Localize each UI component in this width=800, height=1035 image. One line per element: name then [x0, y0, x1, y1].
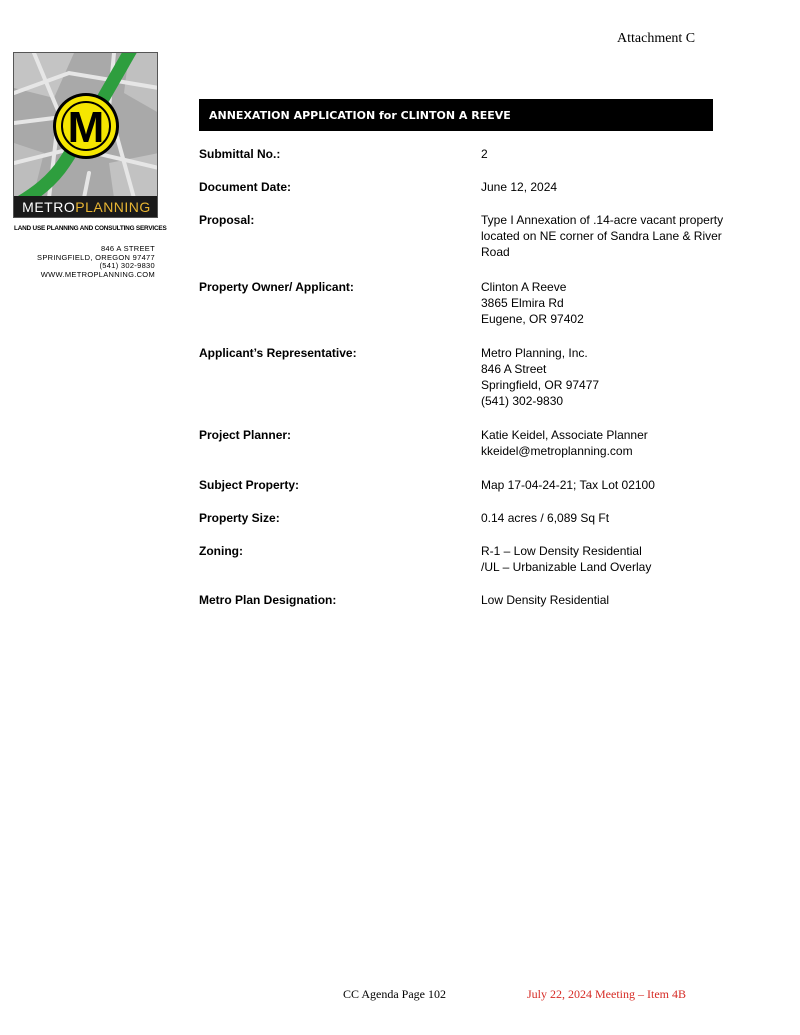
logo-word-right: PLANNING — [75, 198, 151, 215]
value-line: Clinton A Reeve — [481, 280, 567, 294]
address-line: SPRINGFIELD, OREGON 97477 — [37, 252, 155, 262]
field-value — [481, 212, 731, 260]
field-label: Metro Plan Designation: — [199, 593, 337, 607]
value-line: Map 17-04-24-21; Tax Lot 02100 — [481, 478, 655, 492]
document-title: ANNEXATION APPLICATION for CLINTON A REEVE — [199, 99, 713, 131]
value-line: Type I Annexation of .14-acre vacant property — [481, 213, 724, 227]
logo-tagline: LAND USE PLANNING AND CONSULTING SERVICES — [14, 225, 167, 232]
field-value — [481, 179, 731, 195]
field-label: Proposal: — [199, 213, 255, 227]
address-line: 846 A STREET — [100, 244, 155, 253]
address-line: (541) 302-9830 — [99, 261, 155, 271]
field-label: Property Owner/ Applicant: — [199, 280, 354, 294]
metro-planning-logo — [13, 52, 158, 218]
field-value — [481, 543, 731, 575]
field-label: Submittal No.: — [199, 147, 281, 161]
footer-meeting-item: July 22, 2024 Meeting – Item 4B — [527, 987, 686, 1001]
field-label: Property Size: — [199, 511, 280, 525]
attachment-label: Attachment C — [617, 31, 696, 46]
field-value — [481, 345, 731, 409]
value-line: 0.14 acres / 6,089 Sq Ft — [481, 511, 610, 525]
field-value — [481, 146, 731, 162]
value-line: 2 — [481, 147, 488, 161]
footer-page-number: CC Agenda Page 102 — [343, 987, 446, 1001]
logo-wordmark — [14, 196, 158, 217]
company-address — [14, 245, 155, 279]
field-value — [481, 279, 731, 327]
value-line: Katie Keidel, Associate Planner — [481, 428, 648, 442]
field-value — [481, 510, 731, 526]
field-label: Applicant’s Representative: — [199, 346, 357, 360]
value-line: Eugene, OR 97402 — [481, 312, 584, 326]
value-line: 846 A Street — [481, 362, 547, 376]
field-label: Zoning: — [199, 544, 243, 558]
value-line: Springfield, OR 97477 — [481, 378, 600, 392]
logo-word-left: METRO — [22, 198, 76, 215]
value-line: R-1 – Low Density Residential — [481, 544, 642, 558]
value-line: /UL – Urbanizable Land Overlay — [481, 560, 652, 574]
value-line: (541) 302-9830 — [481, 394, 564, 408]
field-value — [481, 427, 731, 459]
field-value — [481, 477, 731, 493]
logo-letter: M — [67, 103, 105, 152]
field-label: Subject Property: — [199, 478, 300, 492]
value-line: Road — [481, 245, 510, 259]
planner-email: kkeidel@metroplanning.com — [481, 444, 633, 458]
value-line: Low Density Residential — [481, 593, 610, 607]
field-value — [481, 592, 731, 608]
value-line: Metro Planning, Inc. — [481, 346, 588, 360]
field-label: Project Planner: — [199, 428, 292, 442]
value-line: located on NE corner of Sandra Lane & River — [481, 229, 722, 243]
map-graphic — [14, 53, 158, 218]
value-line: 3865 Elmira Rd — [481, 296, 564, 310]
address-website: WWW.METROPLANNING.COM — [40, 269, 155, 279]
field-label: Document Date: — [199, 180, 292, 194]
value-line: June 12, 2024 — [481, 180, 558, 194]
